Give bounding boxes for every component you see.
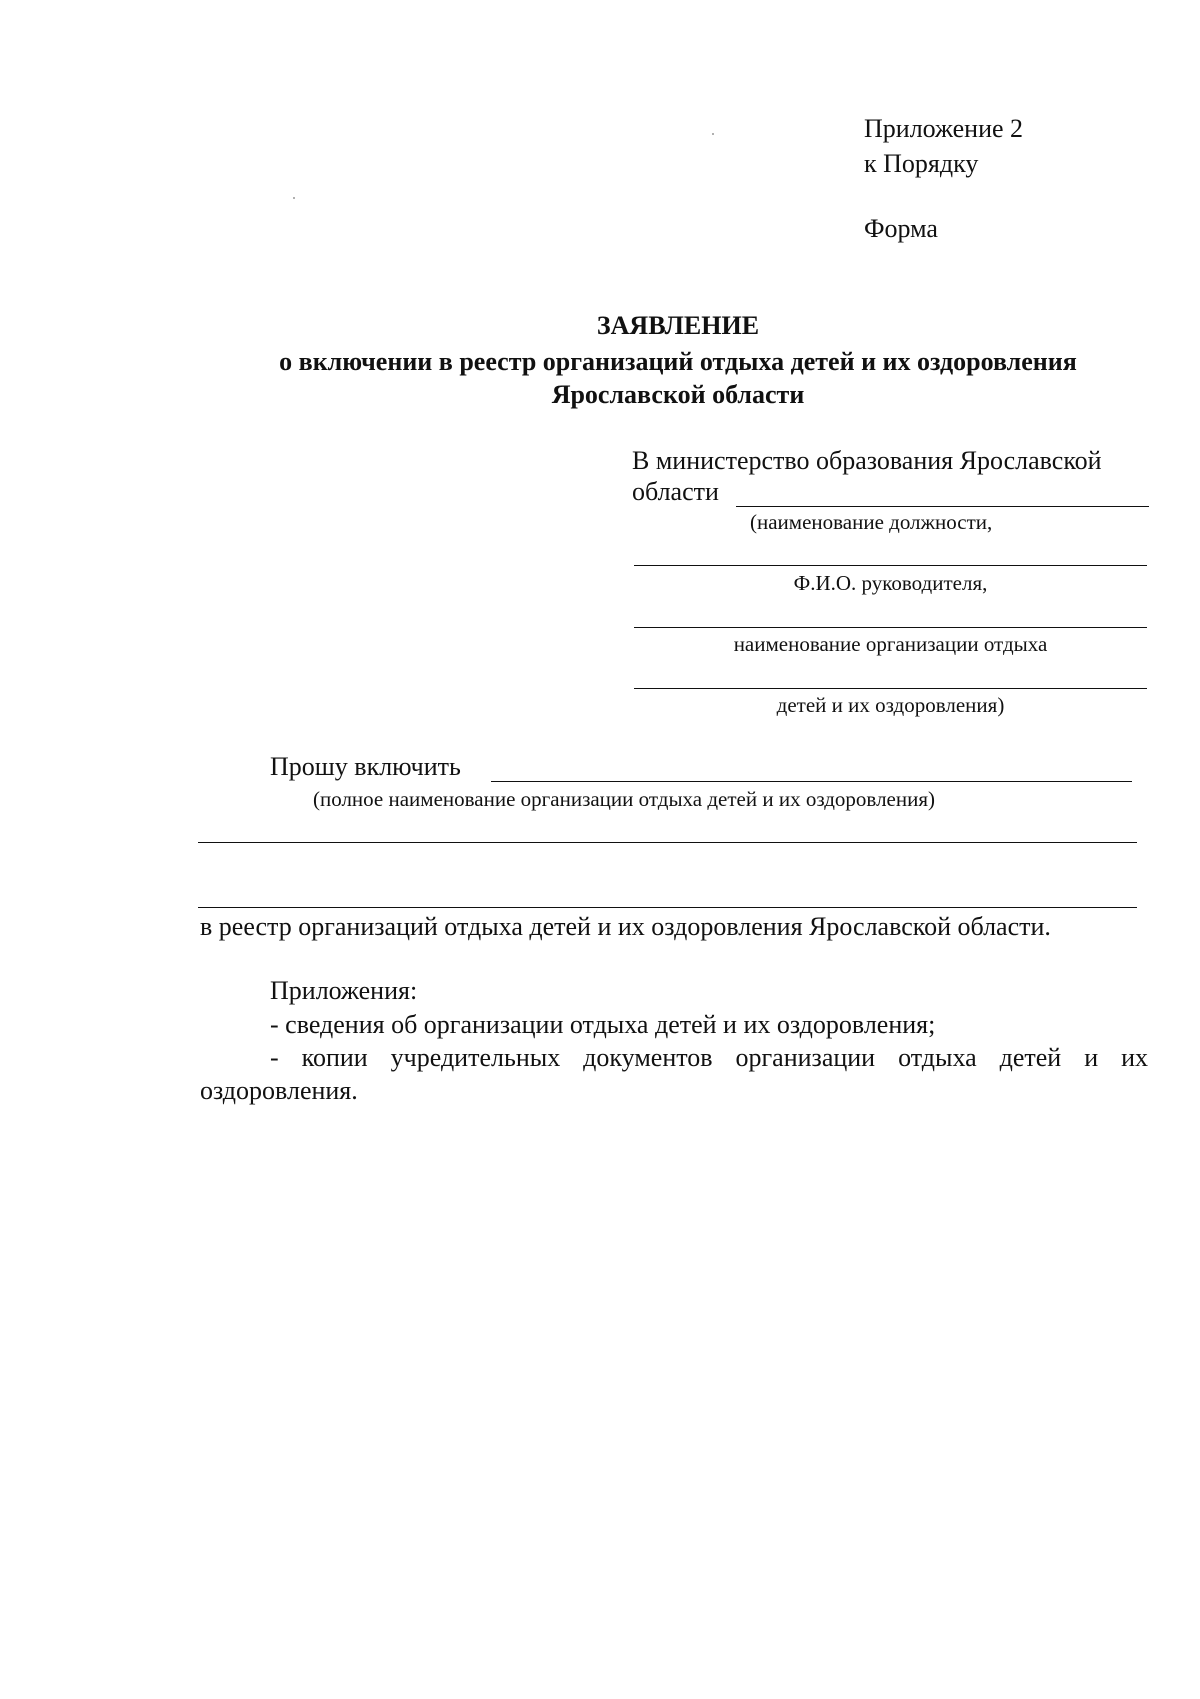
scan-speck — [293, 197, 295, 199]
request-closing: в реестр организаций отдыха детей и их оздоровления Ярославской области. — [200, 912, 1051, 941]
organization-blank-1[interactable] — [634, 627, 1147, 628]
attachment-item: - копии учредительных документов организации отдыха детей и их — [270, 1043, 1148, 1072]
addressee-hint-name: Ф.И.О. руководителя, — [793, 571, 988, 595]
addressee-hint-position: (наименование должности, — [750, 510, 993, 534]
organization-full-name-blank-2[interactable] — [198, 842, 1137, 843]
request-hint: (полное наименование организации отдыха детей и их оздоровления) — [313, 787, 935, 811]
head-name-blank[interactable] — [634, 565, 1147, 566]
organization-full-name-blank[interactable] — [491, 781, 1132, 782]
attachment-item: - сведения об организации отдыха детей и их оздоровления; — [270, 1010, 936, 1039]
annex-number: Приложение 2 — [864, 114, 1024, 143]
position-blank[interactable] — [736, 506, 1149, 507]
document-title: ЗАЯВЛЕНИЕ — [596, 311, 760, 340]
attachment-item-continuation: оздоровления. — [200, 1076, 358, 1105]
request-text: Прошу включить — [270, 752, 461, 781]
addressee-region: области — [632, 477, 719, 506]
addressee-hint-organization: наименование организации отдыха — [733, 632, 1048, 656]
organization-full-name-blank-3[interactable] — [198, 907, 1137, 908]
annex-reference: к Порядку — [864, 149, 979, 178]
scan-speck — [712, 133, 714, 135]
addressee-line: В министерство образования Ярославской — [632, 446, 1102, 475]
document-subtitle-region: Ярославской области — [551, 380, 805, 409]
addressee-hint-organization-end: детей и их оздоровления) — [776, 693, 1005, 717]
organization-blank-2[interactable] — [634, 688, 1147, 689]
attachments-heading: Приложения: — [270, 976, 418, 1005]
document-subtitle: о включении в реестр организаций отдыха детей и их оздоровления — [279, 347, 1077, 376]
form-label: Форма — [864, 214, 938, 243]
